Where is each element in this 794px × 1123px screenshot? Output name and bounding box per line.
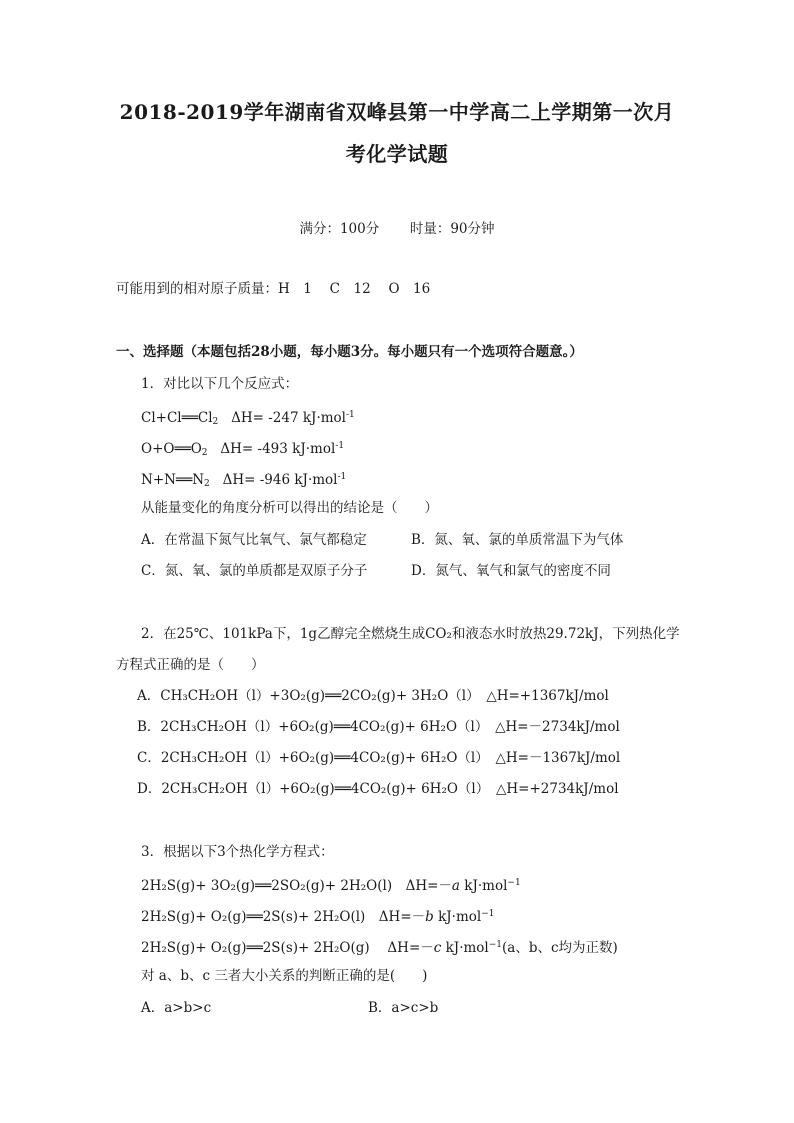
q2-stem-line-2: 方程式正确的是（ ） xyxy=(116,657,265,673)
exam-meta xyxy=(0,217,794,237)
q2-option-d: D．2CH₃CH₂OH（l）+6O₂(g)══4CO₂(g)+ 6H₂O（l） △H=+2734kJ/mol xyxy=(137,781,619,797)
q2-option-a: A．CH₃CH₂OH（l）+3O₂(g)══2CO₂(g)+ 3H₂O（l） △H=+1367kJ/mol xyxy=(137,688,609,704)
score-info: 满分：100分 xyxy=(299,221,380,237)
q1-stem: 1．对比以下几个反应式： xyxy=(141,376,299,392)
atomic-mass-info: 可能用到的相对原子质量：H 1 C 12 O 16 xyxy=(116,281,431,297)
q3-equation-2: 2H₂S(g)+ O₂(g)══2S(s)+ 2H₂O(l) ΔH=－b kJ·mol$^{-1}$ xyxy=(141,909,495,925)
q1-equation-3: $N+N══N_2$ ΔH= -946 kJ·mol$^{-1}$ xyxy=(141,472,347,489)
q2-option-c: C．2CH₃CH₂OH（l）+6O₂(g)══4CO₂(g)+ 6H₂O（l） △H=－1367kJ/mol xyxy=(137,750,621,766)
q2-option-b: B．2CH₃CH₂OH（l）+6O₂(g)══4CO₂(g)+ 6H₂O（l） △H=－2734kJ/mol xyxy=(137,719,620,735)
title-line-2: 考化学试题 xyxy=(345,142,449,166)
q3-option-b: B．a>c>b xyxy=(368,1000,439,1016)
q1-option-b: B．氮、氧、氯的单质常温下为气体 xyxy=(411,532,624,548)
title-line-1: 2018-2019学年湖南省双峰县第一中学高二上学期第一次月 xyxy=(119,100,675,124)
q3-question: 对 a、b、c 三者大小关系的判断正确的是( ) xyxy=(141,968,428,984)
q3-stem: 3．根据以下3个热化学方程式： xyxy=(141,844,334,860)
time-info: 时量：90分钟 xyxy=(409,221,495,237)
q3-option-a: A．a>b>c xyxy=(141,1000,212,1016)
q2-stem-line-1: 2．在25℃、101kPa下，1g乙醇完全燃烧生成CO₂和液态水时放热29.72kJ，下列热化学 xyxy=(141,626,680,642)
q1-equation-1: $Cl+Cl══Cl_2$ ΔH= -247 kJ·mol$^{-1}$ xyxy=(141,410,355,427)
q3-equation-1: 2H₂S(g)+ 3O₂(g)══2SO₂(g)+ 2H₂O(l) ΔH=－a kJ·mol$^{-1}$ xyxy=(141,878,521,894)
q1-option-d: D．氮气、氧气和氯气的密度不同 xyxy=(411,563,611,579)
q1-question: 从能量变化的角度分析可以得出的结论是（ ） xyxy=(141,500,438,516)
q1-equation-2: $O+O══O_2$ ΔH= -493 kJ·mol$^{-1}$ xyxy=(141,441,345,458)
q1-option-c: C．氮、氧、氯的单质都是双原子分子 xyxy=(141,563,368,579)
q3-equation-3: 2H₂S(g)+ O₂(g)══2S(s)+ 2H₂O(g) ΔH=－c kJ·mol$^{-1}$(a、b、c均为正数) xyxy=(141,940,618,956)
q1-option-a: A．在常温下氮气比氧气、氯气都稳定 xyxy=(141,532,367,548)
section-heading: 一、选择题（本题包括28小题，每小题3分。每小题只有一个选项符合题意。） xyxy=(116,344,583,360)
